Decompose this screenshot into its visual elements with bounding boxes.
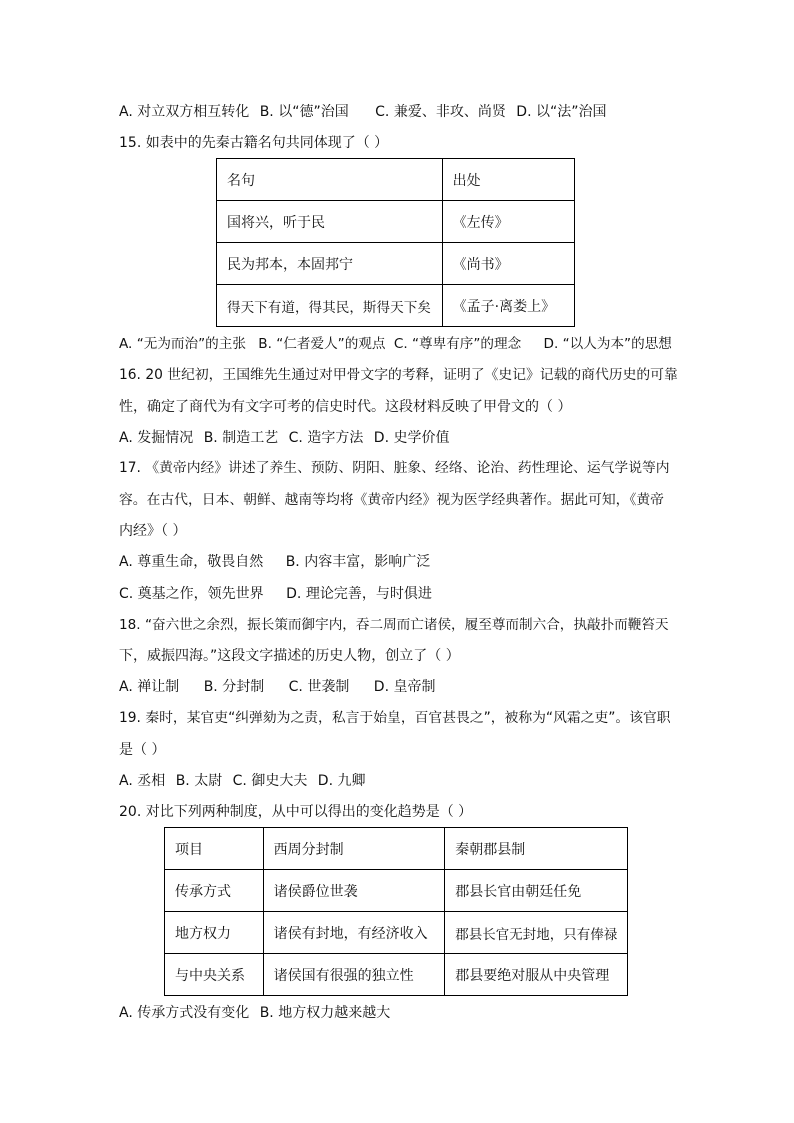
table-header-cell: 秦朝郡县制 [445,828,628,870]
q20-stem: 20. 对比下列两种制度，从中可以得出的变化趋势是（ ） [119,804,473,820]
q20-option-a: A. 传承方式没有变化 [119,1005,250,1021]
q19-options [119,771,365,791]
table-cell: 地方权力 [165,912,264,954]
q14-option-d: D. 以“法”治国 [516,104,607,120]
q15-stem: 15. 如表中的先秦古籍名句共同体现了（ ） [119,135,389,151]
q17-options-row-2 [119,584,432,604]
q18-option-b: B. 分封制 [203,679,265,695]
q19-option-c: C. 御史大夫 [232,773,308,789]
q14-option-c: C. 兼爱、非攻、尚贤 [375,104,506,120]
q18-stem-line-1: 18. “奋六世之余烈，振长策而御宇内，吞二周而亡诸侯，履至尊而制六合，执敲扑而鞭笞天 [119,617,669,633]
table-cell: 与中央关系 [165,954,264,996]
q16-option-c: C. 造字方法 [288,430,364,446]
q15-table [216,158,575,327]
q17-options-row-1 [119,552,430,572]
q18-options [119,677,435,697]
table-row [165,954,628,996]
q18-stem-line-2: 下，威振四海。”这段文字描述的历史人物，创立了（ ） [119,648,460,664]
q15-option-c: C. “尊卑有序”的理念 [393,336,522,352]
q17-option-d: D. 理论完善，与时俱进 [286,586,432,602]
table-cell: 民为邦本，本固邦宁 [217,243,443,285]
table-cell: 传承方式 [165,870,264,912]
q19-stem-line-1: 19. 秦时，某官吏“纠弹劾为之责，私言于始皇，百官甚畏之”，被称为“风霜之吏”。该官职 [119,710,671,726]
table-cell: 郡县要绝对服从中央管理 [445,954,628,996]
table-cell: 《尚书》 [442,243,574,285]
table-header-cell: 西周分封制 [263,828,445,870]
table-cell: 郡县长官无封地，只有俸禄 [445,912,628,954]
table-header-cell: 项目 [165,828,264,870]
table-row [165,870,628,912]
table-row [217,243,575,285]
table-cell: 国将兴，听于民 [217,201,443,243]
q19-stem-line-2: 是（ ） [119,742,166,758]
q17-option-c: C. 奠基之作，领先世界 [119,586,264,602]
q18-option-a: A. 禅让制 [119,679,180,695]
table-header-cell: 出处 [442,159,574,201]
q15-option-d: D. “以人为本”的思想 [543,336,672,352]
q17-option-a: A. 尊重生命，敬畏自然 [119,554,264,570]
q20-option-b: B. 地方权力越来越大 [259,1005,391,1021]
q16-option-d: D. 史学价值 [373,430,450,446]
table-cell: 诸侯有封地，有经济收入 [263,912,445,954]
table-row [217,201,575,243]
q14-option-b: B. 以“德”治国 [259,104,349,120]
q17-option-b: B. 内容丰富，影响广泛 [285,554,431,570]
q14-options [119,102,606,122]
table-row [217,285,575,327]
q20-table [164,827,628,996]
q18-option-d: D. 皇帝制 [373,679,436,695]
q17-stem-line-3: 内经》（ ） [119,523,187,539]
q16-options [119,428,449,448]
table-cell: 诸侯爵位世袭 [263,870,445,912]
q20-options [119,1003,390,1023]
table-cell: 《左传》 [442,201,574,243]
q15-option-b: B. “仁者爱人”的观点 [258,336,386,352]
table-cell: 诸侯国有很强的独立性 [263,954,445,996]
q19-option-d: D. 九卿 [317,773,366,789]
q16-stem-line-2: 性，确定了商代为有文字可考的信史时代。这段材料反映了甲骨文的（ ） [119,399,572,415]
table-cell: 《孟子·离娄上》 [442,285,574,327]
q16-stem-line-1: 16. 20 世纪初，王国维先生通过对甲骨文字的考释，证明了《史记》记载的商代历史的可靠 [119,367,678,383]
table-cell: 郡县长官由朝廷任免 [445,870,628,912]
table-header-cell: 名句 [217,159,443,201]
table-header-row [217,159,575,201]
table-row [165,912,628,954]
q16-option-a: A. 发掘情况 [119,430,194,446]
q16-option-b: B. 制造工艺 [203,430,279,446]
q15-option-a: A. “无为而治”的主张 [119,336,246,352]
q15-options [119,334,672,354]
table-header-row [165,828,628,870]
q14-option-a: A. 对立双方相互转化 [119,104,250,120]
q19-option-b: B. 太尉 [175,773,223,789]
q18-option-c: C. 世袭制 [288,679,350,695]
table-cell: 得天下有道，得其民，斯得天下矣 [217,285,443,327]
q17-stem-line-2: 容。在古代，日本、朝鲜、越南等均将《黄帝内经》视为医学经典著作。据此可知，《黄帝 [119,492,664,508]
q17-stem-line-1: 17. 《黄帝内经》讲述了养生、预防、阴阳、脏象、经络、论治、药性理论、运气学说等内 [119,460,670,476]
q19-option-a: A. 丞相 [119,773,166,789]
